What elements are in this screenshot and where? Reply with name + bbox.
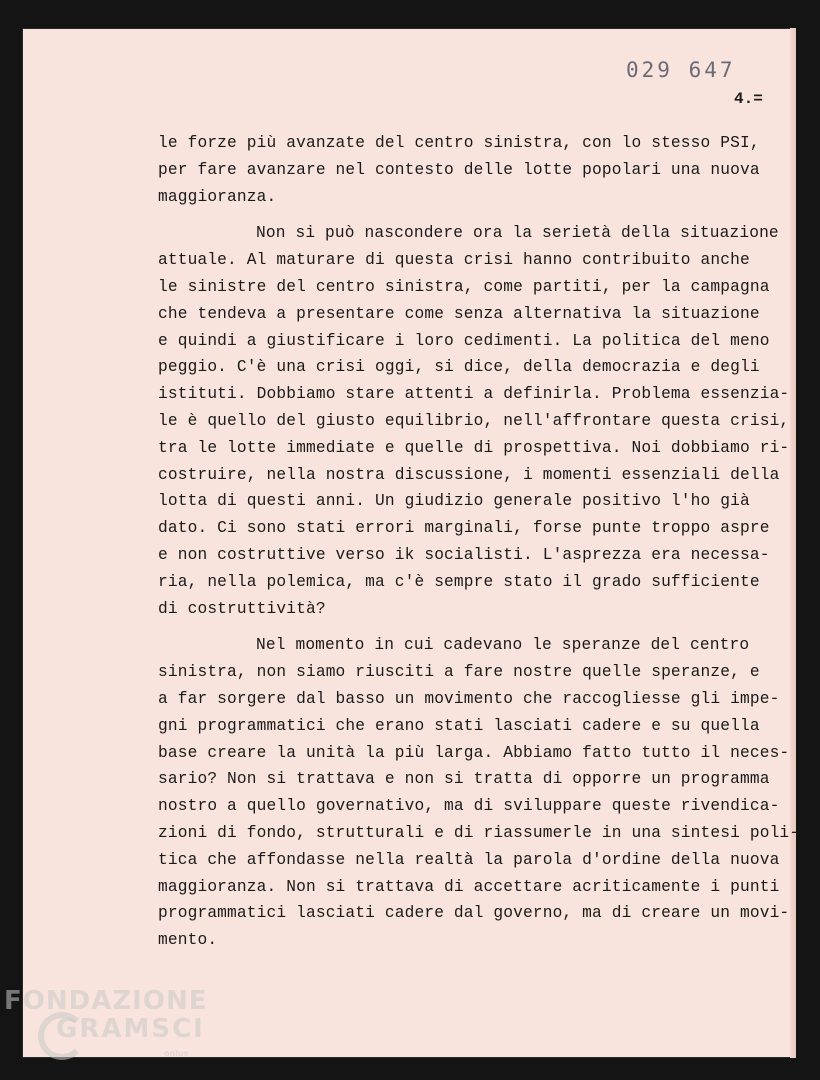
text-line: dato. Ci sono stati errori marginali, forse punte troppo aspre [158, 519, 770, 538]
text-line: Non si può nascondere ora la serietà della situazione [256, 224, 779, 243]
text-line: attuale. Al maturare di questa crisi hanno contribuito anche [158, 251, 750, 270]
text-line: maggioranza. Non si trattava di accettare acriticamente i punti [158, 877, 780, 896]
text-line: peggio. C'è una crisi oggi, si dice, della democrazia e degli [158, 358, 760, 377]
text-line: lotta di questi anni. Un giudizio generale positivo l'ho già [158, 492, 750, 511]
text-line: di costruttività? [158, 599, 326, 618]
text-line: nostro a quello governativo, ma di sviluppare queste rivendica- [158, 797, 780, 816]
text-line: tica che affondasse nella realtà la parola d'ordine della nuova [158, 850, 780, 869]
text-line: programmatici lasciati cadere dal governo, ma di creare un movi- [158, 904, 790, 923]
text-line: le forze più avanzate del centro sinistra, con lo stesso PSI, [158, 134, 760, 152]
paragraph-gap [158, 622, 798, 632]
text-line: le è quello del giusto equilibrio, nell'affrontare questa crisi, [158, 411, 790, 430]
typed-text-body [158, 130, 798, 954]
text-line: sario? Non si trattava e non si tratta di opporre un programma [158, 770, 770, 789]
watermark-line-2: GRAMSCI [56, 1014, 205, 1044]
text-line: e non costruttive verso ik socialisti. L'asprezza era necessa- [158, 545, 770, 564]
text-line: istituti. Dobbiamo stare attenti a definirla. Problema essenzia- [158, 385, 790, 404]
paragraph-gap [158, 210, 798, 220]
text-line: Nel momento in cui cadevano le speranze del centro [256, 636, 750, 655]
text-line: e quindi a giustificare i loro cedimenti. La politica del meno [158, 331, 770, 350]
page-number: 4.= [734, 90, 763, 108]
text-line: sinistra, non siamo riusciti a fare nostre quelle speranze, e [158, 663, 760, 682]
text-line: tra le lotte immediate e quelle di prospettiva. Noi dobbiamo ri- [158, 438, 790, 457]
watermark-logo-icon [38, 1012, 86, 1060]
text-line: mento. [158, 931, 218, 950]
text-line: zioni di fondo, strutturali e di riassumerle in una sintesi poli- [158, 823, 800, 842]
text-line: gni programmatici che erano stati lasciati cadere e su quella [158, 716, 760, 735]
text-line: costruire, nella nostra discussione, i momenti essenziali della [158, 465, 780, 484]
text-line: che tendeva a presentare come senza alternativa la situazione [158, 304, 760, 323]
text-line: per fare avanzare nel contesto delle lotte popolari una nuova [158, 160, 760, 179]
archive-number-stamp: 029 647 [626, 58, 736, 82]
text-line: maggioranza. [158, 187, 277, 206]
text-line: ria, nella polemica, ma c'è sempre stato il grado sufficiente [158, 572, 760, 591]
watermark-line-3: onlus [164, 1049, 189, 1058]
text-line: a far sorgere dal basso un movimento che raccogliesse gli impe- [158, 689, 780, 708]
text-line: le sinistre del centro sinistra, come partiti, per la campagna [158, 277, 770, 296]
watermark-line-1: FONDAZIONE [4, 986, 208, 1016]
fondazione-gramsci-watermark [4, 986, 208, 1058]
text-line: base creare la unità la più larga. Abbiamo fatto tutto il neces- [158, 743, 790, 762]
document-page [22, 28, 800, 1058]
